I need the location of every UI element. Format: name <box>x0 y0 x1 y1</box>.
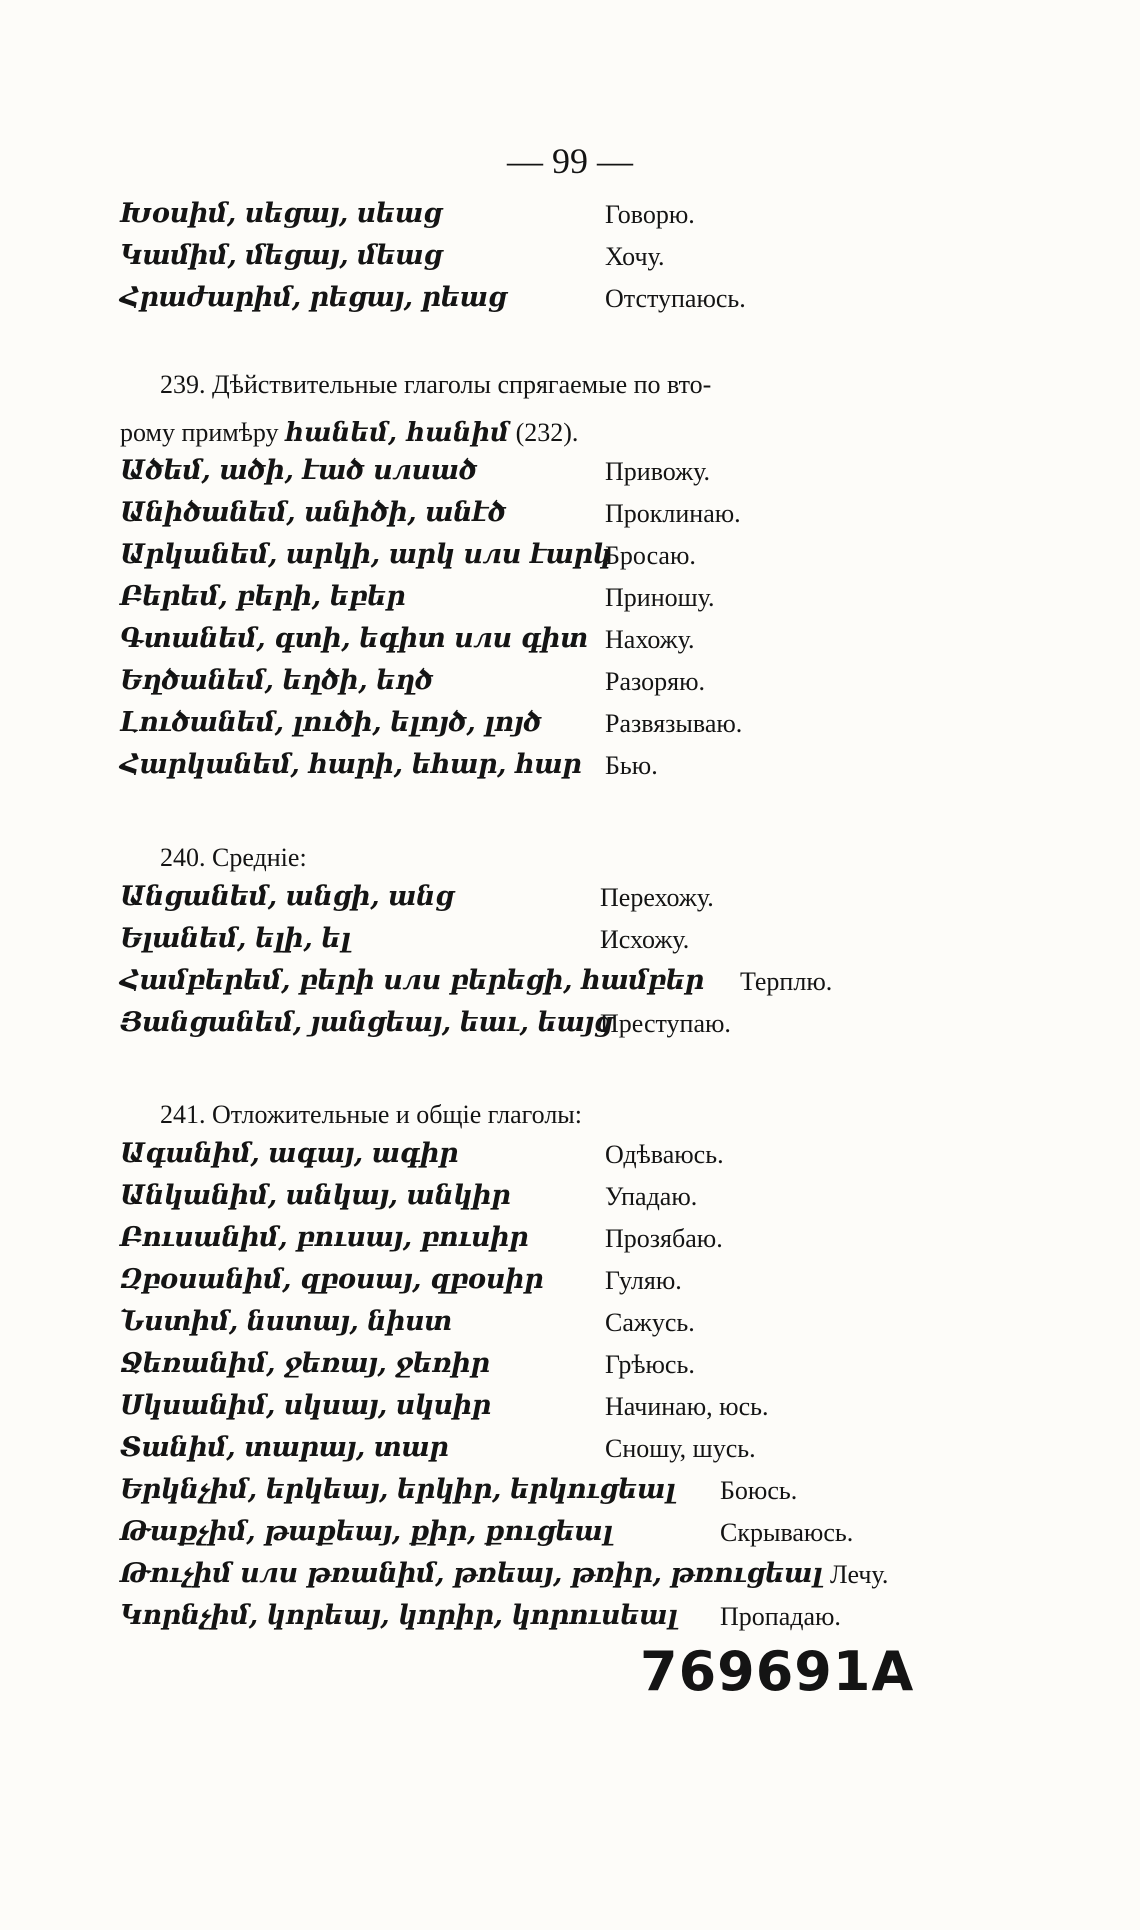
verb-row <box>120 1348 1120 1388</box>
russian-translation: Упадаю. <box>605 1182 698 1211</box>
armenian-verb-forms: Յանցանեմ, յանցեայ, եաւ, եայց <box>120 1007 613 1038</box>
armenian-verb-forms: Լուծանեմ, լուծի, ելոյծ, լոյծ <box>120 707 542 738</box>
section-241-heading: 241. Отложительные и общіе глаголы: <box>160 1100 582 1129</box>
verb-row <box>120 581 1120 621</box>
verb-row <box>120 1558 1120 1598</box>
russian-translation: Пропадаю. <box>720 1602 841 1631</box>
verb-row <box>120 198 1120 238</box>
verb-row <box>120 1138 1120 1178</box>
armenian-verb-forms: Հարկանեմ, հարի, եհար, հար <box>120 749 582 780</box>
russian-translation: Преступаю. <box>600 1009 731 1038</box>
russian-translation: Терплю. <box>740 967 833 996</box>
russian-translation: Скрываюсь. <box>720 1518 854 1547</box>
russian-translation: Начинаю, юсь. <box>605 1392 769 1421</box>
verb-row <box>120 455 1120 495</box>
verb-row <box>120 749 1120 789</box>
russian-translation: Бью. <box>605 751 658 780</box>
verb-row <box>120 1474 1120 1514</box>
russian-translation: Сношу, шусь. <box>605 1434 756 1463</box>
armenian-verb-forms: Երկնչիմ, երկեայ, երկիր, երկուցեալ <box>120 1474 676 1505</box>
armenian-verb-forms: Անկանիմ, անկայ, անկիր <box>120 1180 511 1211</box>
verb-row <box>120 923 1120 963</box>
russian-translation: Хочу. <box>605 242 665 271</box>
russian-translation: Боюсь. <box>720 1476 798 1505</box>
armenian-verb-forms: Նստիմ, նստայ, նիստ <box>120 1306 452 1337</box>
verb-row <box>120 1264 1120 1304</box>
verb-row <box>120 1390 1120 1430</box>
verb-row <box>120 881 1120 921</box>
armenian-verb-forms: Եղծանեմ, եղծի, եղծ <box>120 665 433 696</box>
russian-translation: Проклинаю. <box>605 499 741 528</box>
russian-translation: Перехожу. <box>600 883 714 912</box>
russian-translation: Сажусь. <box>605 1308 695 1337</box>
heading-text: рому примѣру <box>120 418 279 447</box>
page-number: — 99 — <box>507 141 633 181</box>
russian-translation: Отступаюсь. <box>605 284 746 313</box>
verb-row <box>120 1432 1120 1472</box>
armenian-verb-forms: Բերեմ, բերի, եբեր <box>120 581 406 612</box>
armenian-verb-forms: Թաքչիմ, թաքեայ, քիր, քուցեալ <box>120 1516 613 1547</box>
armenian-verb-forms: Կամիմ, մեցայ, մեաց <box>120 240 442 271</box>
armenian-verb-forms: Սկսանիմ, սկսայ, սկսիր <box>120 1390 491 1421</box>
armenian-verb-forms: Ագանիմ, ագայ, ագիր <box>120 1138 459 1169</box>
russian-translation: Одѣваюсь. <box>605 1140 724 1169</box>
russian-translation: Прозябаю. <box>605 1224 723 1253</box>
library-stamp: 769691A <box>640 1640 915 1703</box>
armenian-verb-forms: Անիծանեմ, անիծի, անէծ <box>120 497 506 528</box>
russian-translation: Говорю. <box>605 200 695 229</box>
verb-row <box>120 1180 1120 1220</box>
armenian-verb-forms: Խօսիմ, սեցայ, սեաց <box>120 198 442 229</box>
armenian-verb-forms: Ջեռանիմ, ջեռայ, ջեռիր <box>120 1348 490 1379</box>
armenian-verb-forms: Բուսանիմ, բուսայ, բուսիր <box>120 1222 529 1253</box>
armenian-verb-forms: Զբօսանիմ, զբօսայ, զբօսիր <box>120 1264 544 1295</box>
verb-row <box>120 1600 1120 1640</box>
armenian-verb-forms: Ածեմ, ածի, էած илиած <box>120 455 477 486</box>
armenian-verb-forms: Գտանեմ, գտի, եգիտ или գիտ <box>120 623 588 654</box>
verb-row <box>120 623 1120 663</box>
armenian-verb-forms: Ելանեմ, ելի, ել <box>120 923 351 954</box>
section-239-heading-line2 <box>120 418 578 448</box>
russian-translation: Исхожу. <box>600 925 690 954</box>
verb-row <box>120 707 1120 747</box>
armenian-verb-forms: Հրաժարիմ, րեցայ, րեաց <box>120 282 507 313</box>
russian-translation: Гуляю. <box>605 1266 682 1295</box>
verb-row <box>120 497 1120 537</box>
verb-row <box>120 1516 1120 1556</box>
verb-row <box>120 539 1120 579</box>
russian-translation: Нахожу. <box>605 625 695 654</box>
russian-translation: Лечу. <box>830 1560 889 1589</box>
heading-armenian-example: հանեմ, հանիմ <box>285 418 510 448</box>
section-239-heading: 239. Дѣйствительные глаголы спрягаемые по вто- <box>160 370 712 399</box>
verb-row <box>120 665 1120 705</box>
verb-row <box>120 1306 1120 1346</box>
heading-reference: (232). <box>515 418 579 447</box>
verb-row <box>120 1222 1120 1262</box>
verb-row <box>120 282 1120 322</box>
armenian-verb-forms: Տանիմ, տարայ, տար <box>120 1432 449 1463</box>
armenian-verb-forms: Արկանեմ, արկի, արկ или էարկ <box>120 539 612 570</box>
russian-translation: Бросаю. <box>605 541 696 570</box>
verb-row <box>120 240 1120 280</box>
russian-translation: Приношу. <box>605 583 715 612</box>
armenian-verb-forms: Անցանեմ, անցի, անց <box>120 881 454 912</box>
armenian-verb-forms: Կորնչիմ, կորեայ, կորիր, կորուսեալ <box>120 1600 678 1631</box>
verb-row <box>120 965 1120 1005</box>
section-240-heading: 240. Средніе: <box>160 843 307 872</box>
russian-translation: Разоряю. <box>605 667 706 696</box>
armenian-verb-forms: Թուչիմ или թռանիմ, թռեայ, թռիր, թռուցեալ <box>120 1558 823 1589</box>
armenian-verb-forms: Համբերեմ, բերի или բերեցի, համբեր <box>120 965 704 996</box>
russian-translation: Грѣюсь. <box>605 1350 695 1379</box>
russian-translation: Развязываю. <box>605 709 743 738</box>
verb-row <box>120 1007 1120 1047</box>
russian-translation: Привожу. <box>605 457 711 486</box>
